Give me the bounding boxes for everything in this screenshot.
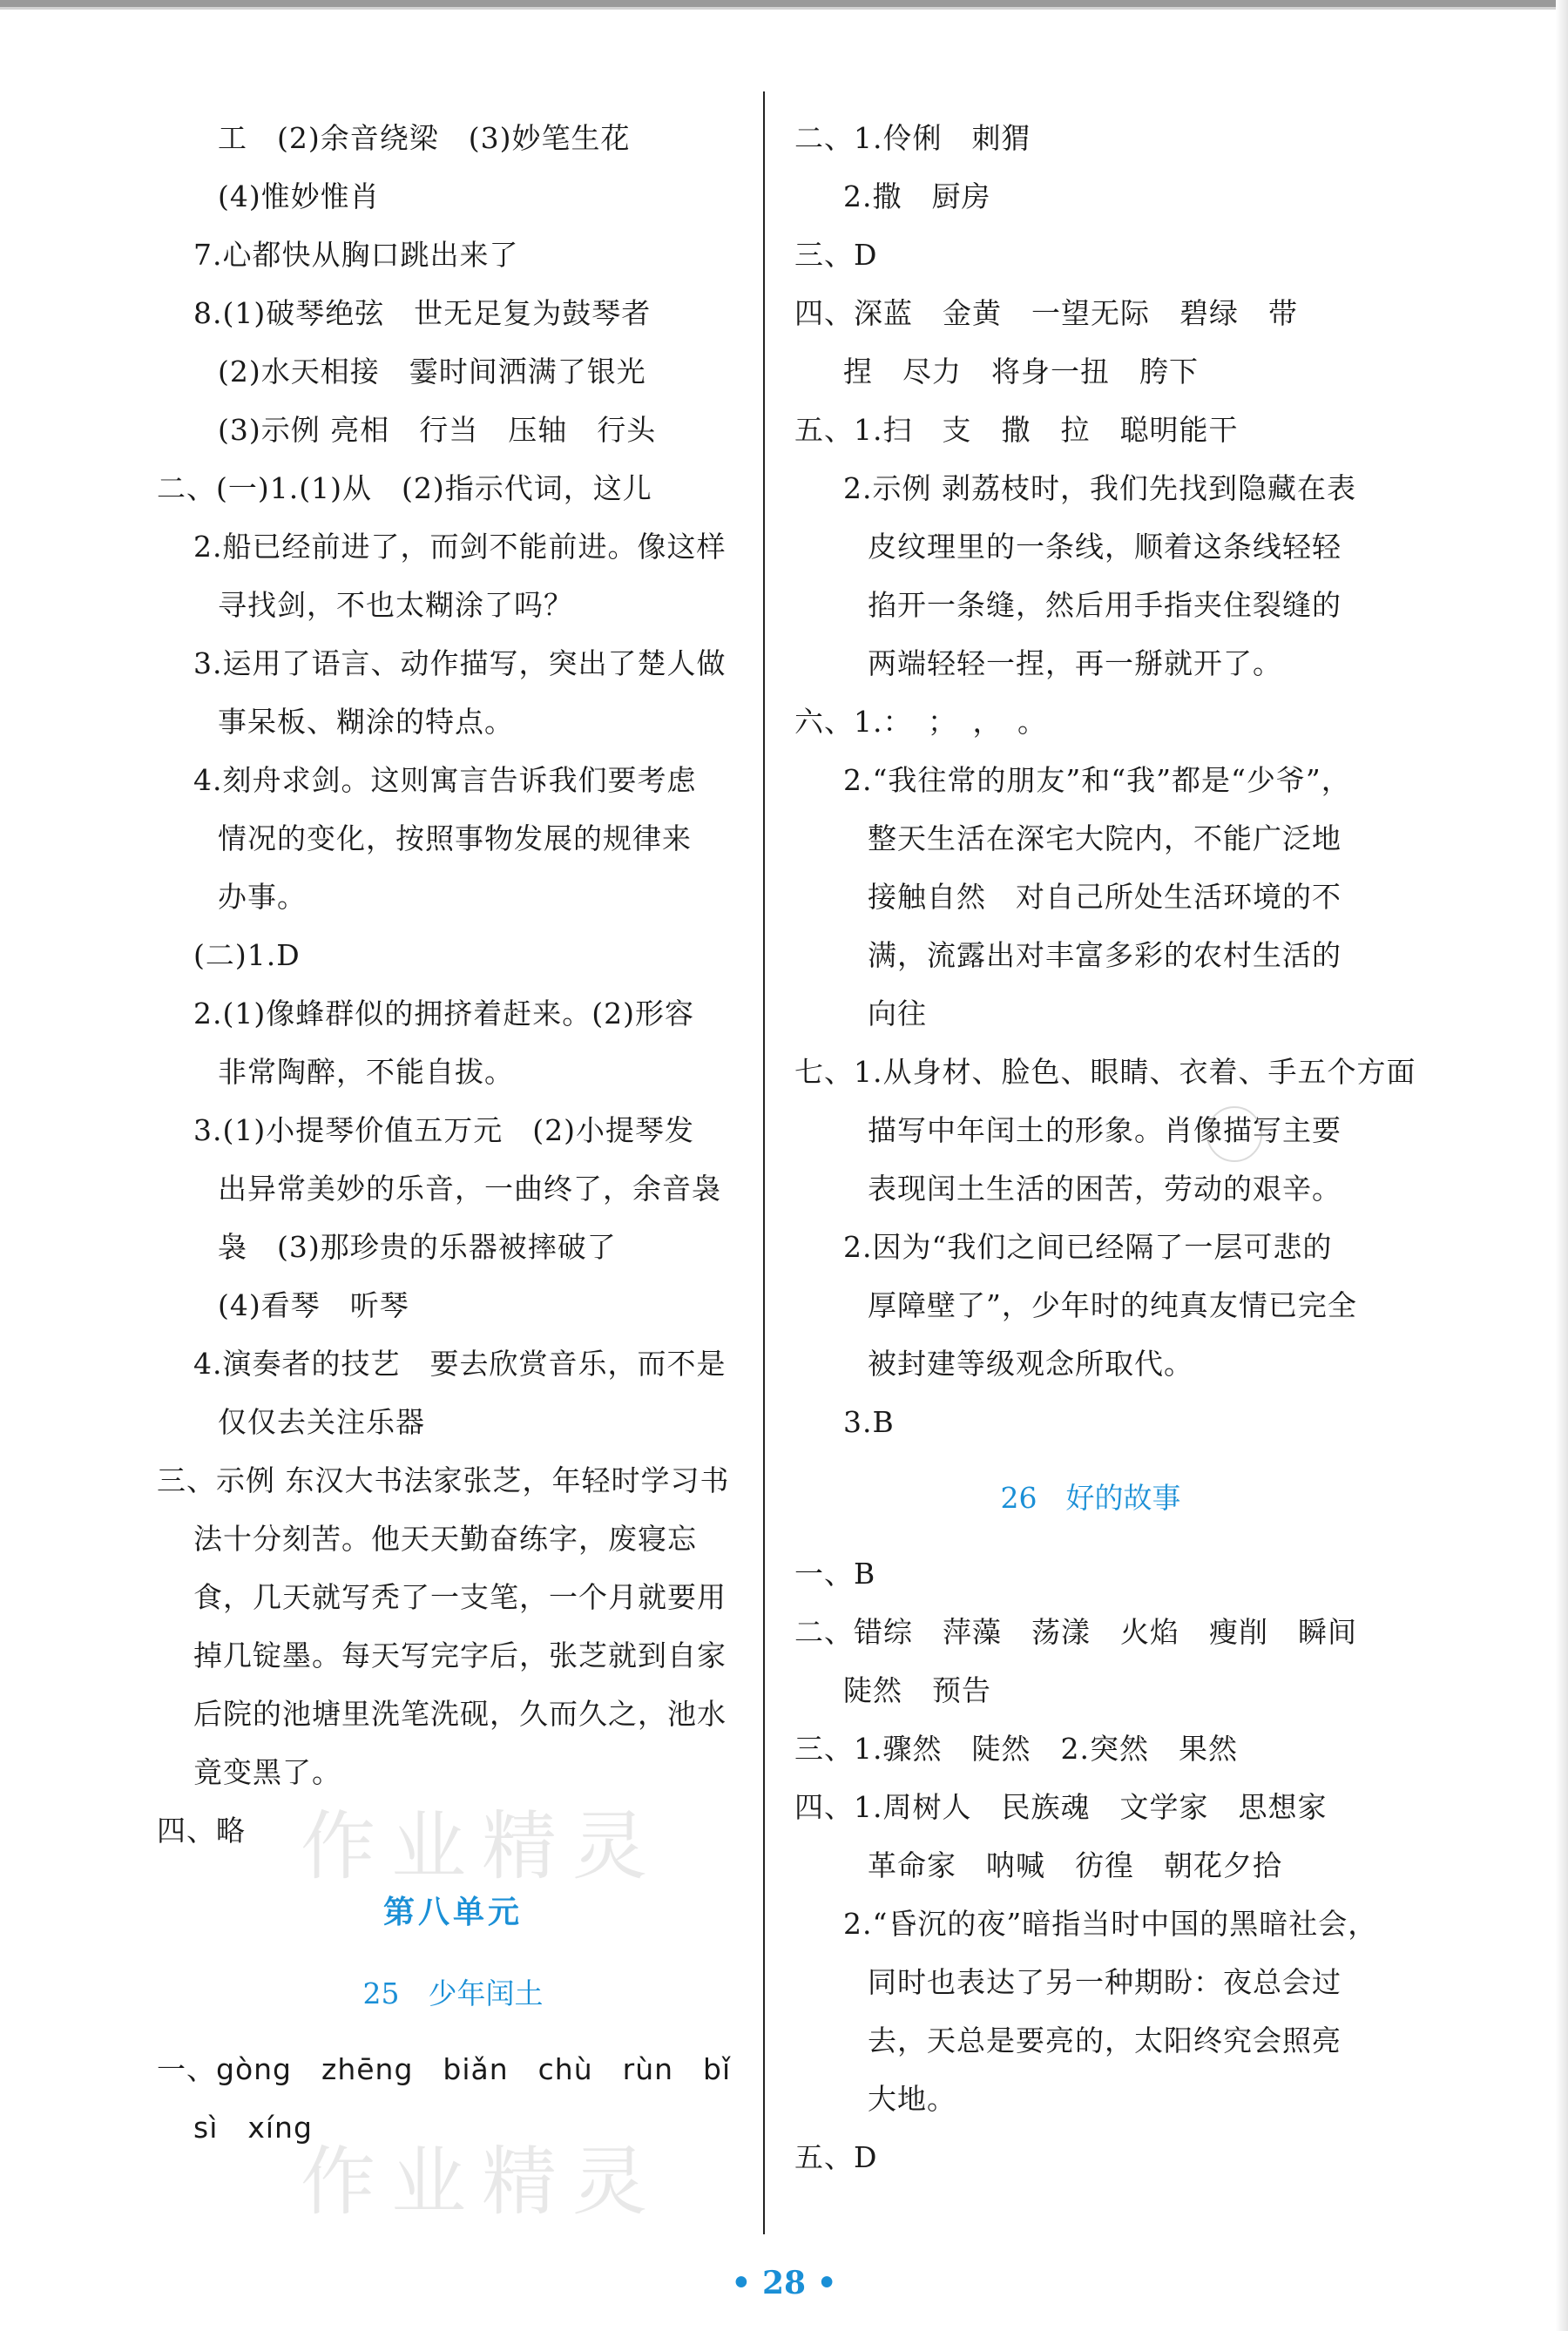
answer-line: 五、1.扫 支 撒 拉 聪明能干 <box>794 413 1239 447</box>
answer-line: 四、深蓝 金黄 一望无际 碧绿 带 <box>794 296 1298 330</box>
answer-line: 3.B <box>843 1405 895 1439</box>
answer-line: 袅 (3)那珍贵的乐器被摔破了 <box>218 1230 617 1264</box>
answer-line: 非常陶醉，不能自拔。 <box>218 1055 514 1089</box>
answer-line: 竟变黑了。 <box>193 1755 341 1789</box>
answer-line: 出异常美妙的乐音，一曲终了，余音袅 <box>218 1172 721 1206</box>
answer-line: 三、1.骤然 陡然 2.突然 果然 <box>794 1732 1238 1766</box>
answer-line: 向往 <box>868 997 927 1030</box>
answer-line: 2.撒 厨房 <box>843 179 991 213</box>
lesson-title: 26 好的故事 <box>1000 1481 1181 1515</box>
answer-line: 二、错综 萍藻 荡漾 火焰 瘦削 瞬间 <box>794 1615 1357 1649</box>
answer-line: 一、gòng zhēng biǎn chù rùn bǐ <box>157 2052 732 2086</box>
answer-line: 2.示例 剥荔枝时，我们先找到隐藏在表 <box>843 471 1356 505</box>
answer-line: 两端轻轻一捏，再一掰就开了。 <box>868 646 1282 680</box>
answer-line: 三、D <box>794 238 878 272</box>
answer-line: 一、B <box>794 1557 876 1591</box>
answer-line: 掐开一条缝，然后用手指夹住裂缝的 <box>868 588 1342 622</box>
answer-line: 捏 尽力 将身一扭 胯下 <box>843 355 1199 388</box>
answer-line: 后院的池塘里洗笔洗砚，久而久之，池水 <box>193 1697 727 1731</box>
answer-line: 寻找剑，不也太糊涂了吗？ <box>218 588 573 622</box>
scan-top-edge <box>0 0 1568 7</box>
answer-line: 去，天总是要亮的，太阳终究会照亮 <box>868 2024 1342 2057</box>
answer-line: 描写中年闰土的形象。肖像描写主要 <box>868 1113 1342 1147</box>
watermark-stamp <box>1206 1106 1262 1162</box>
answer-line: 情况的变化，按照事物发展的规律来 <box>218 821 692 855</box>
answer-line: 陡然 预告 <box>843 1673 991 1707</box>
answer-line: 被封建等级观念所取代。 <box>868 1347 1193 1381</box>
answer-line: (二)1.D <box>193 938 301 972</box>
answer-line: 2.“我往常的朋友”和“我”都是“少爷”， <box>843 763 1351 797</box>
answer-line: 七、1.从身材、脸色、眼睛、衣着、手五个方面 <box>794 1055 1416 1089</box>
answer-line: 工 (2)余音绕梁 (3)妙笔生花 <box>218 121 631 155</box>
answer-line: 大地。 <box>868 2082 956 2116</box>
column-divider <box>763 91 765 2234</box>
answer-line: 掉几锭墨。每天写完字后，张芝就到自家 <box>193 1638 727 1672</box>
answer-line: 4.刻舟求剑。这则寓言告诉我们要考虑 <box>193 763 697 797</box>
answer-line: 食，几天就写秃了一支笔，一个月就要用 <box>193 1580 727 1614</box>
right-column <box>794 109 1416 2186</box>
answer-line: 二、1.伶俐 刺猬 <box>794 121 1031 155</box>
answer-line: 接触自然 对自己所处生活环境的不 <box>868 880 1342 914</box>
answer-line: 表现闰土生活的困苦，劳动的艰辛。 <box>868 1172 1342 1206</box>
answer-line: 五、D <box>794 2140 878 2174</box>
answer-line: 满，流露出对丰富多彩的农村生活的 <box>868 938 1342 972</box>
answer-line: 四、略 <box>157 1814 246 1848</box>
answer-line: 事呆板、糊涂的特点。 <box>218 705 514 739</box>
answer-line: (3)示例 亮相 行当 压轴 行头 <box>218 413 657 447</box>
answer-line: 7.心都快从胸口跳出来了 <box>193 238 519 272</box>
answer-line: 二、(一)1.(1)从 (2)指示代词，这儿 <box>157 471 652 505</box>
answer-line: 2.“昏沉的夜”暗指当时中国的黑暗社会， <box>843 1907 1378 1941</box>
answer-line: (4)惟妙惟肖 <box>218 179 380 213</box>
scan-right-edge <box>1556 0 1568 2331</box>
answer-line: 六、1.： ； ， 。 <box>794 705 1047 739</box>
lesson-title: 25 少年闰土 <box>362 1976 544 2010</box>
watermark: 作业精灵 <box>301 1803 663 1890</box>
answer-line: 整天生活在深宅大院内，不能广泛地 <box>868 821 1342 855</box>
answer-line: 厚障壁了”，少年时的纯真友情已完全 <box>868 1288 1357 1322</box>
unit-title: 第八单元 <box>382 1894 523 1930</box>
answer-line: 2.(1)像蜂群似的拥挤着赶来。(2)形容 <box>193 997 694 1030</box>
answer-line: 3.运用了语言、动作描写，突出了楚人做 <box>193 646 727 680</box>
answer-line: 四、1.周树人 民族魂 文学家 思想家 <box>794 1790 1328 1824</box>
answer-line: 8.(1)破琴绝弦 世无足复为鼓琴者 <box>193 296 652 330</box>
answer-line: 3.(1)小提琴价值五万元 (2)小提琴发 <box>193 1113 694 1147</box>
page-number: • 28 • <box>731 2265 837 2301</box>
answer-line: 同时也表达了另一种期盼：夜总会过 <box>868 1965 1342 1999</box>
answer-line: 办事。 <box>218 880 307 914</box>
answer-line: 革命家 呐喊 彷徨 朝花夕拾 <box>868 1848 1282 1882</box>
answer-line: 2.船已经前进了，而剑不能前进。像这样 <box>193 530 727 564</box>
answer-line: 三、示例 东汉大书法家张芝，年轻时学习书 <box>157 1463 730 1497</box>
answer-line: 仅仅去关注乐器 <box>218 1405 425 1439</box>
answer-line: 皮纹理里的一条线，顺着这条线轻轻 <box>868 530 1342 564</box>
answer-line: 4.演奏者的技艺 要去欣赏音乐，而不是 <box>193 1347 727 1381</box>
answer-line: sì xíng <box>193 2111 313 2145</box>
answer-line: 法十分刻苦。他天天勤奋练字，废寝忘 <box>193 1522 697 1556</box>
scan-top-shadow <box>0 7 1568 10</box>
answer-line: (4)看琴 听琴 <box>218 1288 409 1322</box>
answer-line: 2.因为“我们之间已经隔了一层可悲的 <box>843 1230 1333 1264</box>
answer-line: (2)水天相接 霎时间洒满了银光 <box>218 355 646 388</box>
watermark: 作业精灵 <box>301 2138 663 2226</box>
